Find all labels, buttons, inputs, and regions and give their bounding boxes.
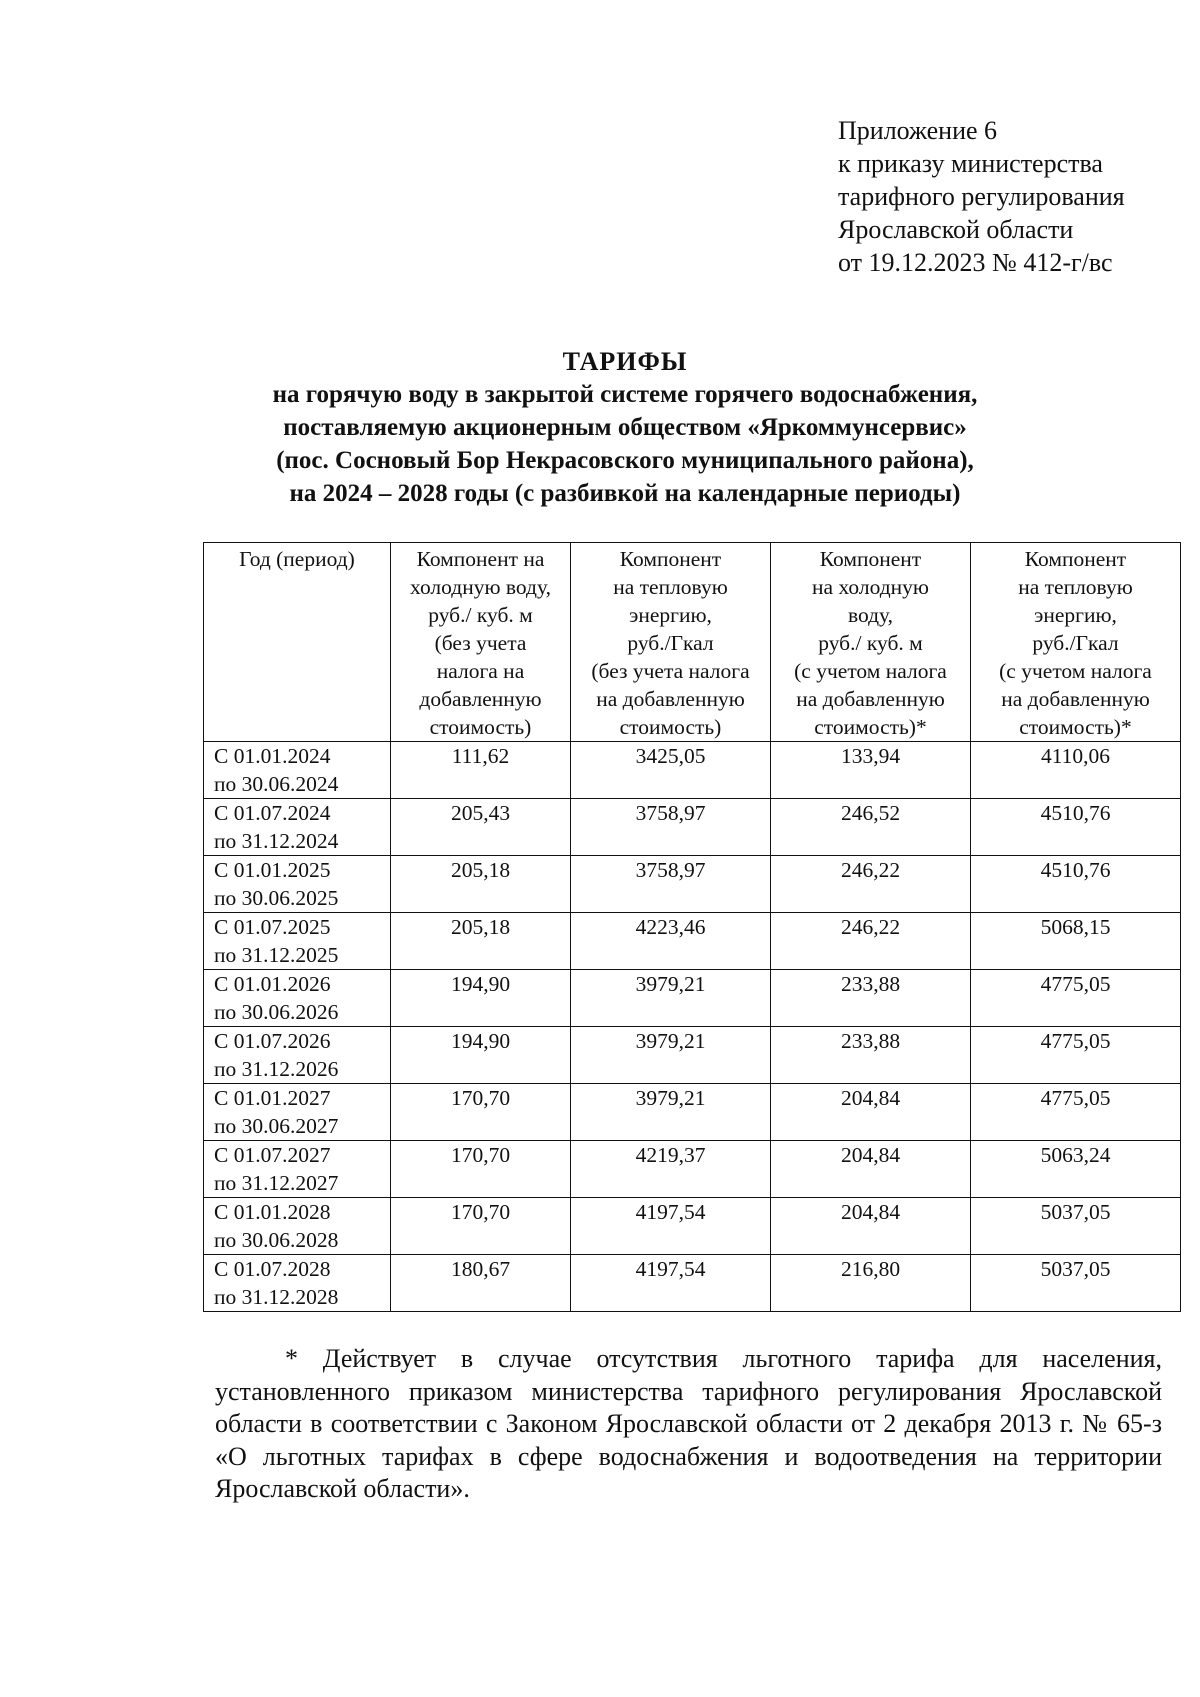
- cold-water-vat-value: 216,80: [771, 1255, 971, 1312]
- cold-water-value: 205,18: [391, 913, 571, 970]
- header-line: Год (период): [239, 547, 355, 571]
- subtitle-line: на горячую воду в закрытой системе горячего водоснабжения,: [272, 381, 978, 408]
- heat-energy-value: 3979,21: [571, 1027, 771, 1084]
- header-line: руб./ куб. м: [428, 603, 533, 627]
- header-line: руб./Гкал: [627, 631, 714, 655]
- appendix-line: Ярославской области: [838, 215, 1074, 244]
- table-header-row: [204, 543, 1181, 742]
- cold-water-vat-value: 246,52: [771, 799, 971, 856]
- heat-energy-value: 4223,46: [571, 913, 771, 970]
- period-from: С 01.01.2026: [214, 972, 331, 996]
- document-title: ТАРИФЫ: [562, 347, 688, 376]
- heat-energy-vat-value: 5068,15: [971, 913, 1181, 970]
- header-period: [204, 543, 391, 742]
- period-cell: [204, 742, 391, 799]
- cold-water-value: 205,18: [391, 856, 571, 913]
- header-line: холодную воду,: [410, 575, 551, 599]
- header-line: стоимость): [619, 715, 722, 739]
- cold-water-vat-value: 233,88: [771, 1027, 971, 1084]
- cold-water-vat-value: 246,22: [771, 856, 971, 913]
- header-line: на добавленную: [1001, 687, 1150, 711]
- period-to: по 30.06.2024: [214, 772, 339, 796]
- cold-water-vat-value: 246,22: [771, 913, 971, 970]
- period-from: С 01.07.2025: [214, 915, 331, 939]
- cold-water-value: 194,90: [391, 970, 571, 1027]
- cold-water-vat-value: 233,88: [771, 970, 971, 1027]
- heat-energy-value: 4219,37: [571, 1141, 771, 1198]
- appendix-line: Приложение 6: [838, 116, 998, 145]
- table-row: [204, 1255, 1181, 1312]
- header-line: (без учета: [434, 631, 527, 655]
- cold-water-vat-value: 204,84: [771, 1198, 971, 1255]
- heat-energy-vat-value: 4510,76: [971, 856, 1181, 913]
- period-from: С 01.01.2027: [214, 1086, 331, 1110]
- period-cell: [204, 1084, 391, 1141]
- header-line: налога на: [436, 659, 525, 683]
- header-line: Компонент: [619, 547, 722, 571]
- cold-water-value: 170,70: [391, 1084, 571, 1141]
- header-line: добавленную: [419, 687, 542, 711]
- appendix-block: [838, 114, 1125, 279]
- table-row: [204, 913, 1181, 970]
- period-to: по 31.12.2027: [214, 1171, 339, 1195]
- period-from: С 01.01.2024: [214, 744, 331, 768]
- heat-energy-value: 3425,05: [571, 742, 771, 799]
- table-row: [204, 970, 1181, 1027]
- period-to: по 31.12.2028: [214, 1285, 339, 1309]
- heat-energy-value: 4197,54: [571, 1198, 771, 1255]
- period-to: по 30.06.2025: [214, 886, 339, 910]
- period-cell: [204, 970, 391, 1027]
- period-cell: [204, 1255, 391, 1312]
- header-line: на тепловую: [613, 575, 728, 599]
- heat-energy-vat-value: 4775,05: [971, 1084, 1181, 1141]
- table-body: [204, 742, 1181, 1312]
- heat-energy-value: 3979,21: [571, 970, 771, 1027]
- appendix-line: тарифного регулирования: [838, 182, 1125, 211]
- cold-water-vat-value: 133,94: [771, 742, 971, 799]
- period-from: С 01.07.2026: [214, 1029, 331, 1053]
- header-cold-water-vat: [771, 543, 971, 742]
- subtitle-line: на 2024 – 2028 годы (с разбивкой на календарные периоды): [289, 480, 961, 507]
- table-row: [204, 1027, 1181, 1084]
- header-line: на тепловую: [1018, 575, 1133, 599]
- heat-energy-vat-value: 5037,05: [971, 1255, 1181, 1312]
- table-row: [204, 742, 1181, 799]
- period-cell: [204, 799, 391, 856]
- period-to: по 30.06.2026: [214, 1000, 339, 1024]
- header-line: Компонент на: [416, 547, 545, 571]
- header-heat-energy: [571, 543, 771, 742]
- subtitle-line: поставляемую акционерным обществом «Яркоммунсервис»: [283, 414, 967, 441]
- period-to: по 30.06.2028: [214, 1228, 339, 1252]
- heat-energy-vat-value: 4510,76: [971, 799, 1181, 856]
- header-line: стоимость)*: [814, 715, 927, 739]
- footnote: * Действует в случае отсутствия льготного тарифа для населения, установленного приказом министерства тарифного регулирования Ярославской области в соответствии с Законом Ярославской области от 2 декабря 2013 г. № 65-з «О льготных тарифах в сфере водоснабжения и водоотведения на территории Ярославской области».: [215, 1344, 1162, 1503]
- header-line: стоимость): [429, 715, 532, 739]
- header-line: (без учета налога: [591, 659, 750, 683]
- cold-water-value: 170,70: [391, 1141, 571, 1198]
- heat-energy-value: 3979,21: [571, 1084, 771, 1141]
- table-row: [204, 1141, 1181, 1198]
- heat-energy-value: 3758,97: [571, 799, 771, 856]
- subtitle-line: (пос. Сосновый Бор Некрасовского муниципального района),: [276, 447, 974, 474]
- header-line: Компонент: [1024, 547, 1127, 571]
- header-line: (с учетом налога: [999, 659, 1152, 683]
- document-title-block: [150, 345, 1100, 510]
- cold-water-value: 180,67: [391, 1255, 571, 1312]
- heat-energy-vat-value: 5037,05: [971, 1198, 1181, 1255]
- period-cell: [204, 913, 391, 970]
- heat-energy-value: 3758,97: [571, 856, 771, 913]
- table-row: [204, 1198, 1181, 1255]
- header-line: стоимость)*: [1019, 715, 1132, 739]
- period-cell: [204, 1198, 391, 1255]
- period-cell: [204, 1141, 391, 1198]
- table-row: [204, 856, 1181, 913]
- period-from: С 01.07.2027: [214, 1143, 331, 1167]
- period-to: по 31.12.2025: [214, 943, 339, 967]
- period-to: по 30.06.2027: [214, 1114, 339, 1138]
- period-to: по 31.12.2026: [214, 1057, 339, 1081]
- header-line: энергию,: [1034, 603, 1117, 627]
- cold-water-value: 170,70: [391, 1198, 571, 1255]
- header-line: энергию,: [629, 603, 712, 627]
- period-from: С 01.01.2028: [214, 1200, 331, 1224]
- heat-energy-vat-value: 4775,05: [971, 1027, 1181, 1084]
- period-cell: [204, 1027, 391, 1084]
- tariff-table: [203, 542, 1181, 1312]
- header-line: на добавленную: [596, 687, 745, 711]
- period-from: С 01.07.2028: [214, 1257, 331, 1281]
- header-cold-water: [391, 543, 571, 742]
- period-cell: [204, 856, 391, 913]
- appendix-line: к приказу министерства: [838, 149, 1103, 178]
- period-from: С 01.01.2025: [214, 858, 331, 882]
- heat-energy-vat-value: 4110,06: [971, 742, 1181, 799]
- header-line: воду,: [847, 603, 894, 627]
- header-line: руб./Гкал: [1032, 631, 1119, 655]
- table-row: [204, 799, 1181, 856]
- appendix-line: от 19.12.2023 № 412-г/вс: [838, 248, 1113, 277]
- cold-water-value: 205,43: [391, 799, 571, 856]
- period-to: по 31.12.2024: [214, 829, 339, 853]
- header-line: (с учетом налога: [794, 659, 947, 683]
- cold-water-vat-value: 204,84: [771, 1141, 971, 1198]
- heat-energy-vat-value: 5063,24: [971, 1141, 1181, 1198]
- header-heat-energy-vat: [971, 543, 1181, 742]
- period-from: С 01.07.2024: [214, 801, 331, 825]
- cold-water-value: 194,90: [391, 1027, 571, 1084]
- header-line: на холодную: [812, 575, 929, 599]
- header-line: Компонент: [819, 547, 922, 571]
- heat-energy-vat-value: 4775,05: [971, 970, 1181, 1027]
- header-line: руб./ куб. м: [818, 631, 923, 655]
- cold-water-value: 111,62: [391, 742, 571, 799]
- heat-energy-value: 4197,54: [571, 1255, 771, 1312]
- header-line: на добавленную: [796, 687, 945, 711]
- cold-water-vat-value: 204,84: [771, 1084, 971, 1141]
- table-row: [204, 1084, 1181, 1141]
